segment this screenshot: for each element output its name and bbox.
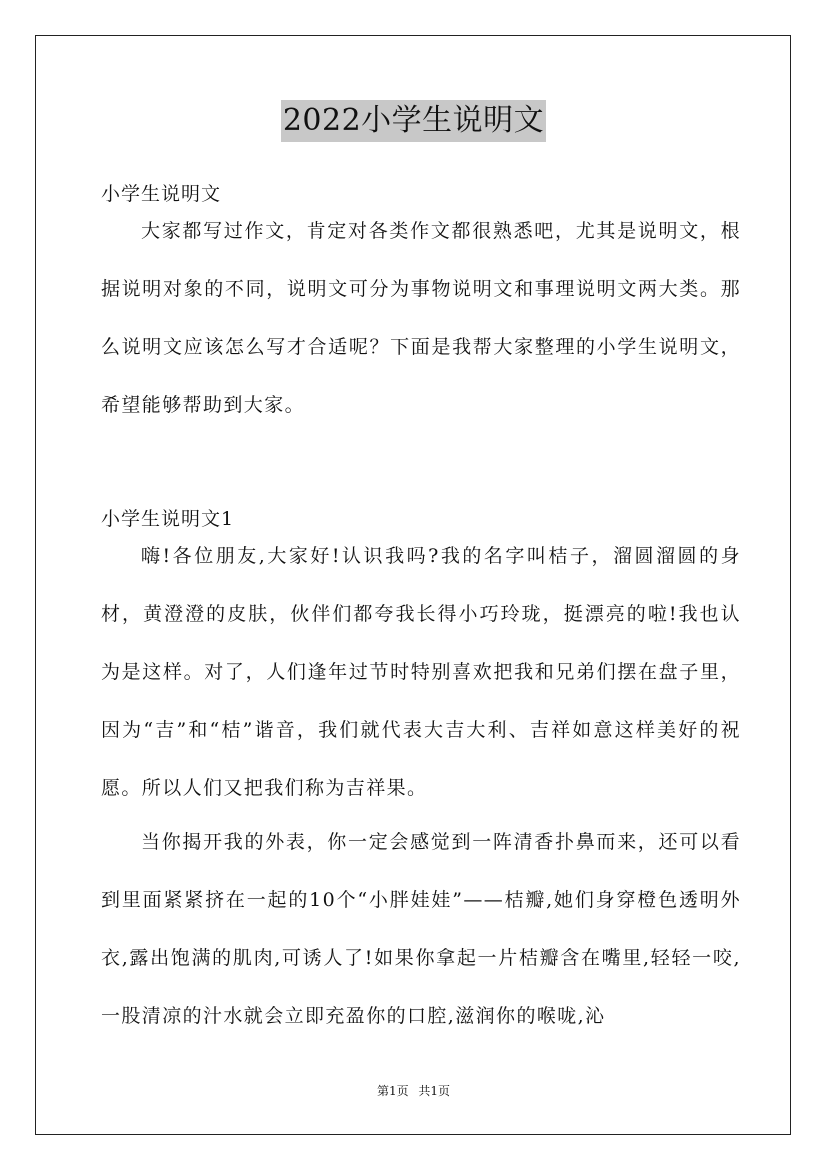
- document-subtitle: 小学生说明文: [101, 183, 222, 205]
- intro-paragraph: 大家都写过作文，肯定对各类作文都很熟悉吧，尤其是说明文，根据说明对象的不同，说明文可分为事物说明文和事理说明文两大类。那么说明文应该怎么写才合适呢？下面是我帮大家整理的小学生说明文，希望能够帮助到大家。: [101, 220, 741, 416]
- section-heading: 小学生说明文1: [101, 508, 235, 530]
- page-footer: [0, 1083, 827, 1099]
- body-paragraph-2: 当你揭开我的外表，你一定会感觉到一阵清香扑鼻而来，还可以看到里面紧紧挤在一起的10个“小胖娃娃”——桔瓣,她们身穿橙色透明外衣,露出饱满的肌肉,可诱人了!如果你拿起一片桔瓣含在嘴里,轻轻一咬,一股清凉的汁水就会立即充盈你的口腔,滋润你的喉咙,沁: [101, 831, 741, 1027]
- title-container: [0, 100, 827, 142]
- page-number: 第1页: [376, 1084, 409, 1098]
- page-total: 共1页: [418, 1084, 451, 1098]
- document-title: 2022小学生说明文: [281, 100, 546, 142]
- body-paragraph-1: 嗨!各位朋友,大家好!认识我吗?我的名字叫桔子，溜圆溜圆的身材，黄澄澄的皮肤，伙伴们都夸我长得小巧玲珑，挺漂亮的啦!我也认为是这样。对了，人们逢年过节时特别喜欢把我和兄弟们摆在盘子里，因为“吉”和“桔”谐音，我们就代表大吉大利、吉祥如意这样美好的祝愿。所以人们又把我们称为吉祥果。: [101, 545, 741, 799]
